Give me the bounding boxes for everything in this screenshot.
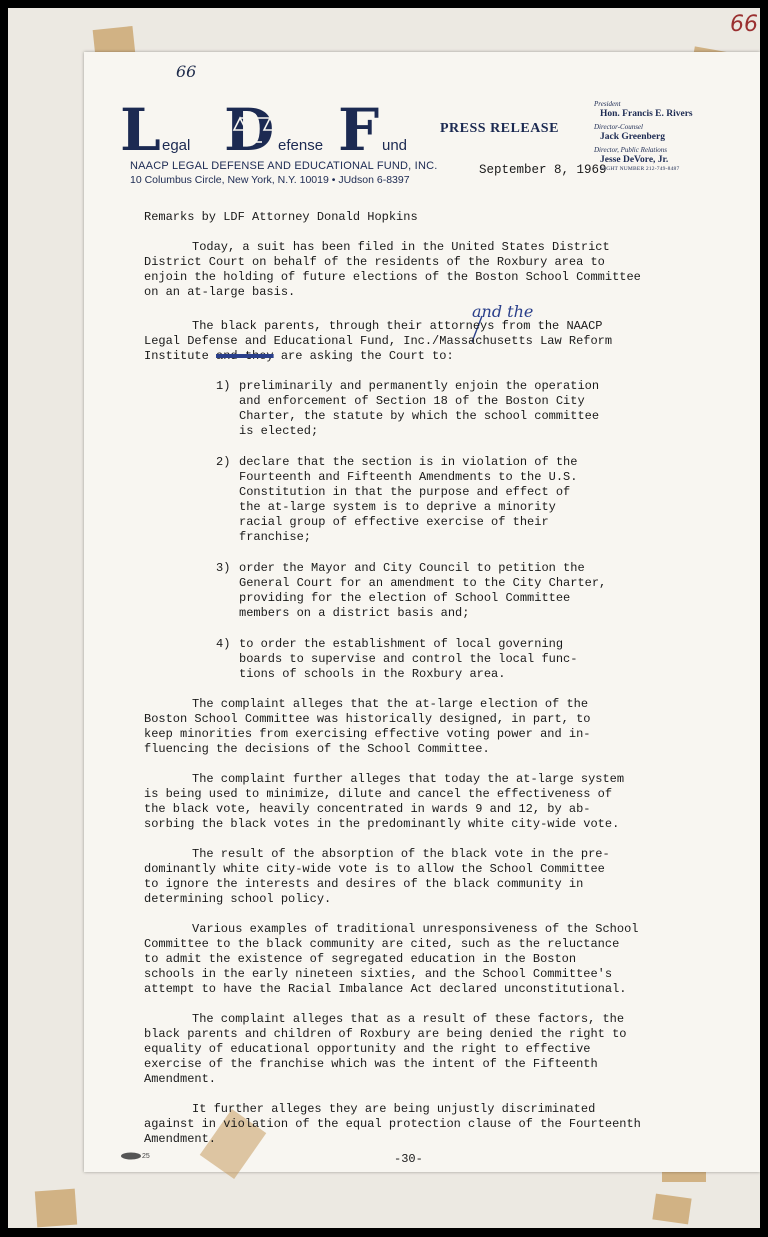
list-number: 3) bbox=[216, 561, 231, 575]
tape-bottom-right-corner bbox=[652, 1194, 691, 1225]
officer-role: President bbox=[594, 100, 621, 108]
paragraph-5: The result of the absorption of the black vote in the pre- dominantly white city-wide vote is to allow the School Committee to ignore the interests and desires of the black community in determining school policy. bbox=[144, 847, 610, 906]
logo-word-legal: egal bbox=[162, 137, 191, 154]
list-text: declare that the section is in violation of the Fourteenth and Fifteenth Amendments to the U.S. Constitution in that the purpose and effect of the at-large system is to deprive a minority racial group of effective exercise of their franchise; bbox=[239, 455, 578, 544]
paragraph-7: The complaint alleges that as a result of these factors, the black parents and children of Roxbury are being denied the right to equality of educational opportunity and the right to effective exercise of the franchise which was the intent of the Fifteenth Amendment. bbox=[144, 1012, 627, 1086]
union-label-number: 25 bbox=[142, 1152, 150, 1160]
body-heading: Remarks by LDF Attorney Donald Hopkins bbox=[144, 210, 418, 224]
night-number: NIGHT NUMBER 212-749-8487 bbox=[600, 166, 680, 172]
paragraph-2 bbox=[144, 319, 704, 364]
logo-word-fund: und bbox=[382, 137, 408, 154]
logo-word-defense: efense bbox=[278, 137, 324, 154]
officer-role: Director, Public Relations bbox=[594, 146, 668, 154]
tape-bottom-left bbox=[35, 1189, 77, 1228]
paragraph-2-text: The black parents, through their attorneys from the NAACP Legal Defense and Educational Fund, Inc./Massachusetts Law Reform Institute bbox=[144, 319, 613, 363]
list-text: order the Mayor and City Council to petition the General Court for an amendment to the City Charter, providing for the election of School Committee members on a district basis and; bbox=[239, 561, 607, 620]
list-text: to order the establishment of local governing boards to supervise and control the local func- tions of schools in the Roxbury area. bbox=[239, 637, 578, 681]
handwritten-insert: and the bbox=[472, 302, 534, 321]
logo-letter-l: L bbox=[120, 100, 161, 158]
struck-out-text: and they bbox=[216, 349, 274, 363]
union-label-mark bbox=[120, 1152, 150, 1160]
officer-role: Director-Counsel bbox=[594, 123, 643, 131]
list-number: 1) bbox=[216, 379, 231, 393]
paragraph-6: Various examples of traditional unresponsiveness of the School Committee to the black community are cited, such as the reluctance to admit the existence of segregated education in the Boston schools in the early nineteen sixties, and the School Committee's attempt to have the Racial Imbalance Act declared unconstitutional. bbox=[144, 922, 639, 996]
handwritten-page-number: 66 bbox=[176, 62, 197, 81]
list-item bbox=[144, 637, 704, 682]
paragraph-2-end: are asking the Court to: bbox=[273, 349, 454, 363]
officer-name: Hon. Francis E. Rivers bbox=[600, 109, 693, 119]
officer-name: Jesse DeVore, Jr. bbox=[600, 155, 669, 165]
officers-list bbox=[594, 100, 724, 173]
logo-letter-f: F bbox=[338, 100, 380, 158]
release-body bbox=[144, 210, 704, 1147]
paragraph-3: The complaint alleges that the at-large election of the Boston School Committee was historically designed, in part, to keep minorities from exercising effective voting power and in- fluencing the decisions of the School Committee. bbox=[144, 697, 591, 756]
release-date: September 8, 1969 bbox=[479, 163, 607, 177]
list-item bbox=[144, 379, 704, 439]
press-release-title: PRESS RELEASE bbox=[440, 121, 559, 136]
list-item bbox=[144, 561, 704, 621]
org-name: NAACP LEGAL DEFENSE AND EDUCATIONAL FUND, INC. bbox=[130, 160, 438, 172]
list-number: 4) bbox=[216, 637, 231, 651]
pencil-page-number: 66 bbox=[730, 12, 758, 37]
union-bug-icon bbox=[120, 1152, 142, 1160]
officer-name: Jack Greenberg bbox=[600, 132, 665, 142]
paragraph-4: The complaint further alleges that today the at-large system is being used to minimize, dilute and cancel the effectiveness of the black vote, heavily concentrated in wards 9 and 12, by ab- sorbing the black votes in the predominantly white city-wide vote. bbox=[144, 772, 625, 831]
end-marker: -30- bbox=[394, 1152, 423, 1166]
ldf-logo bbox=[120, 100, 420, 158]
list-item bbox=[144, 455, 704, 545]
list-number: 2) bbox=[216, 455, 231, 469]
org-address: 10 Columbus Circle, New York, N.Y. 10019 • JUdson 6-8397 bbox=[130, 174, 410, 186]
list-text: preliminarily and permanently enjoin the operation and enforcement of Section 18 of the Boston City Charter, the statute by which the school committee is elected; bbox=[239, 379, 600, 438]
paragraph-1: Today, a suit has been filed in the United States District District Court on behalf of the residents of the Roxbury area to enjoin the holding of future elections of the Boston School Committee on an at-large basis. bbox=[144, 240, 641, 299]
paragraph-8: It further alleges they are being unjustly discriminated against in violation of the equal protection clause of the Fourteenth Amendment. bbox=[144, 1102, 641, 1146]
logo-letter-d: D bbox=[224, 100, 275, 158]
relief-list bbox=[144, 379, 704, 682]
